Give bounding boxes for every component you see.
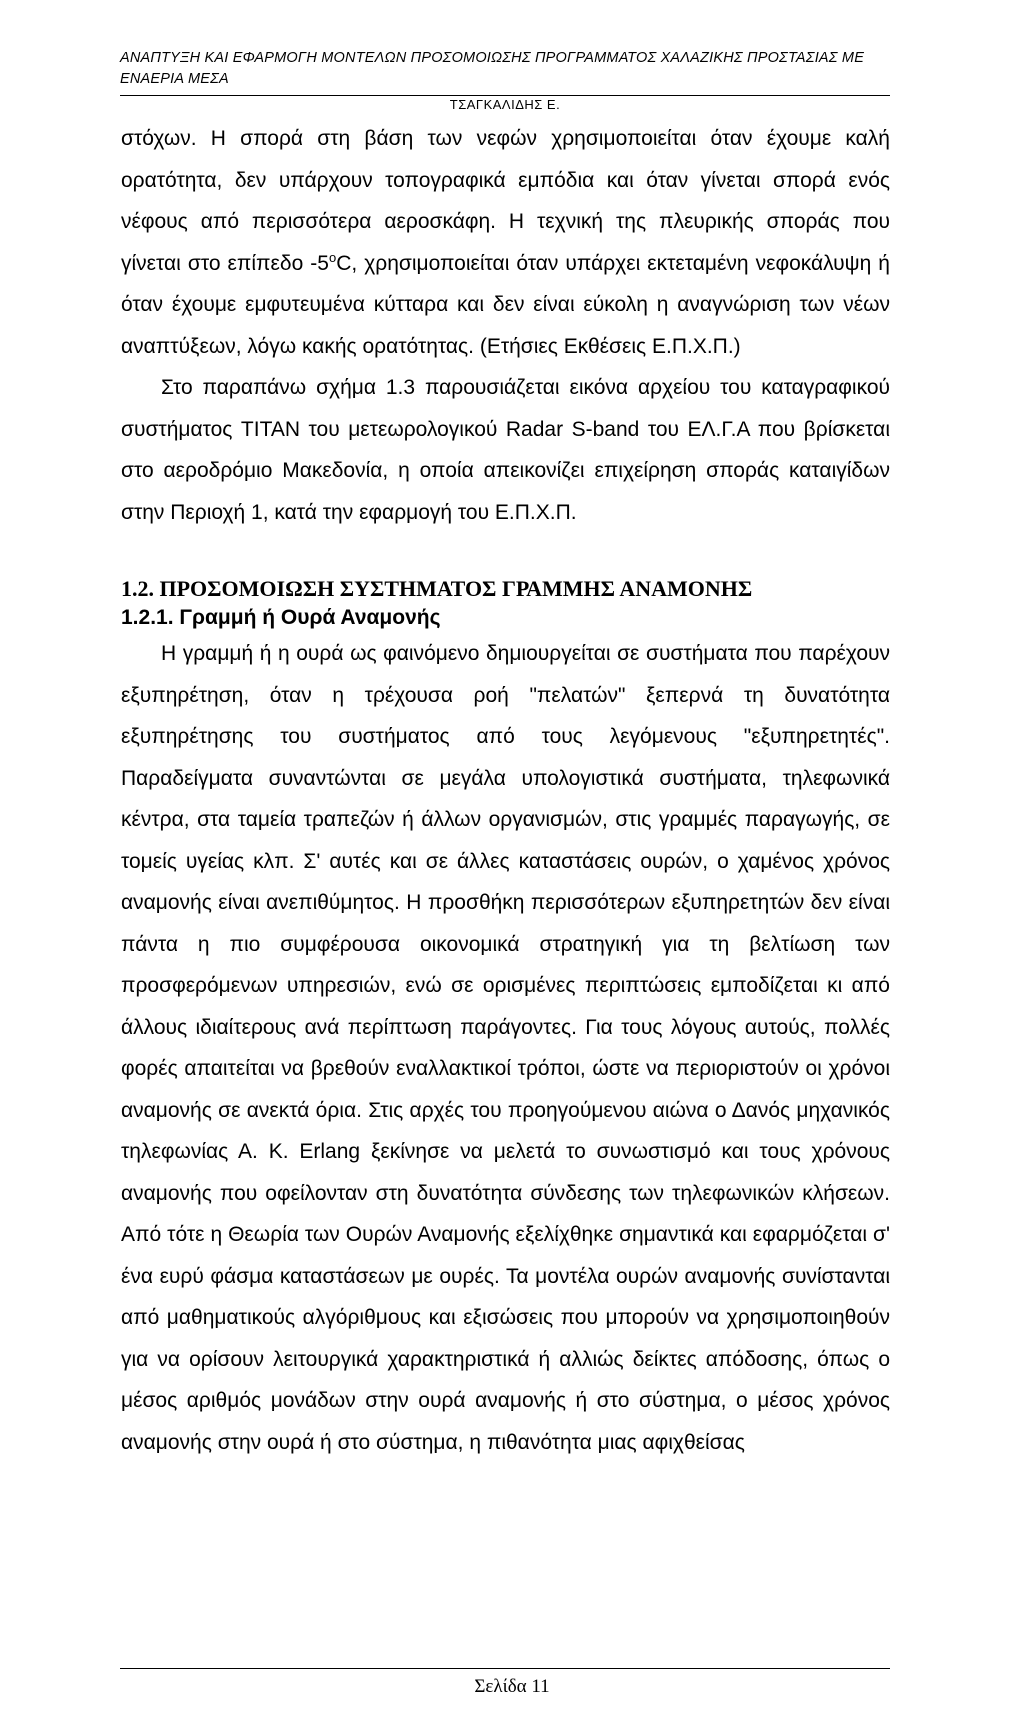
page-body bbox=[121, 118, 890, 1463]
paragraph-queue: Η γραμμή ή η ουρά ως φαινόμενο δημιουργείται σε συστήματα που παρέχουν εξυπηρέτηση, όταν η τρέχουσα ροή "πελατών" ξεπερνά τη δυνατότητα εξυπηρέτησης του συστήματος από τους λεγόμενους "εξυπηρετητές". Παραδείγματα συναντώνται σε μεγάλα υπολογιστικά συστήματα, τηλεφωνικά κέντρα, στα ταμεία τραπεζών ή άλλων οργανισμών, στις γραμμές παραγωγής, σε τομείς υγείας κλπ. Σ' αυτές και σε άλλες καταστάσεις ουρών, ο χαμένος χρόνος αναμονής είναι ανεπιθύμητος. Η προσθήκη περισσότερων εξυπηρετητών δεν είναι πάντα η πιο συμφέρουσα οικονομικά στρατηγική για τη βελτίωση των προσφερόμενων υπηρεσιών, ενώ σε ορισμένες περιπτώσεις εμποδίζεται κι από άλλους ιδιαίτερους ανά περίπτωση παράγοντες. Για τους λόγους αυτούς, πολλές φορές απαιτείται να βρεθούν εναλλακτικοί τρόποι, ώστε να περιοριστούν οι χρόνοι αναμονής σε ανεκτά όρια. Στις αρχές του προηγούμενου αιώνα ο Δανός μηχανικός τηλεφωνίας Α. Κ. Erlang ξεκίνησε να μελετά το συνωστισμό και τους χρόνους αναμονής που οφείλονταν στη δυνατότητα σύνδεσης των τηλεφωνικών κλήσεων. Από τότε η Θεωρία των Ουρών Αναμονής εξελίχθηκε σημαντικά και εφαρμόζεται σ' ένα ευρύ φάσμα καταστάσεων με ουρές. Τα μοντέλα ουρών αναμονής συνίστανται από μαθηματικούς αλγόριθμους και εξισώσεις που μπορούν να χρησιμοποιηθούν για να ορίσουν λειτουργικά χαρακτηριστικά ή αλλιώς δείκτες απόδοσης, όπως ο μέσος αριθμός μονάδων στην ουρά αναμονής ή στο σύστημα, ο μέσος χρόνος αναμονής στην ουρά ή στο σύστημα, η πιθανότητα μιας αφιχθείσας bbox=[121, 642, 890, 1454]
paragraph-titan-figure: Στο παραπάνω σχήμα 1.3 παρουσιάζεται εικόνα αρχείου του καταγραφικού συστήματος TITAN του μετεωρολογικού Radar S-band του ΕΛ.Γ.Α που βρίσκεται στο αεροδρόμιο Μακεδονία, η οποία απεικονίζει επιχείρηση σποράς καταιγίδων στην Περιοχή 1, κατά την εφαρμογή του Ε.Π.Χ.Π. bbox=[121, 376, 890, 524]
header-rule bbox=[120, 95, 890, 96]
page-number: Σελίδα 11 bbox=[474, 1676, 550, 1697]
degree-symbol: o bbox=[328, 249, 337, 265]
paragraph-seeding bbox=[121, 118, 890, 367]
running-header-title: ΑΝΑΠΤΥΞΗ ΚΑΙ ΕΦΑΡΜΟΓΗ ΜΟΝΤΕΛΩΝ ΠΡΟΣΟΜΟΙΩΣΗΣ ΠΡΟΓΡΑΜΜΑΤΟΣ ΧΑΛΑΖΙΚΗΣ ΠΡΟΣΤΑΣΙΑΣ ΜΕ ΕΝAΕΡΙΑ ΜΕΣΑ bbox=[120, 50, 865, 87]
section-spacer bbox=[121, 533, 890, 575]
paragraph-seeding-text-rest: C, χρησιμοποιείται όταν υπάρχει εκτεταμένη νεφοκάλυψη ή όταν έχουμε εμφυτευμένα κύτταρα και δεν είναι εύκολη η αναγνώριση των νέων αναπτύξεων, λόγω κακής ορατότητας. (Ετήσιες Εκθέσεις Ε.Π.Χ.Π.) bbox=[121, 251, 890, 358]
footer-rule bbox=[120, 1668, 890, 1669]
section-heading: 1.2. ΠΡΟΣΟΜΟΙΩΣΗ ΣΥΣΤΗΜΑΤΟΣ ΓΡΑΜΜΗΣ ΑΝΑΜΟΝΗΣ bbox=[121, 576, 753, 601]
running-header-author: ΤΣΑΓΚΑΛΙΔΗΣ Ε. bbox=[449, 97, 561, 112]
paragraph-seeding-text: στόχων. Η σπορά στη βάση των νεφών χρησιμοποιείται όταν έχουμε καλή ορατότητα, δεν υπάρχουν τοπογραφικά εμπόδια και όταν γίνεται σπορά ενός νέφους από περισσότερα αεροσκάφη. Η τεχνική της πλευρικής σποράς που γίνεται στο επίπεδο -5 bbox=[121, 127, 890, 275]
subsection-heading: 1.2.1. Γραμμή ή Ουρά Αναμονής bbox=[121, 606, 441, 629]
